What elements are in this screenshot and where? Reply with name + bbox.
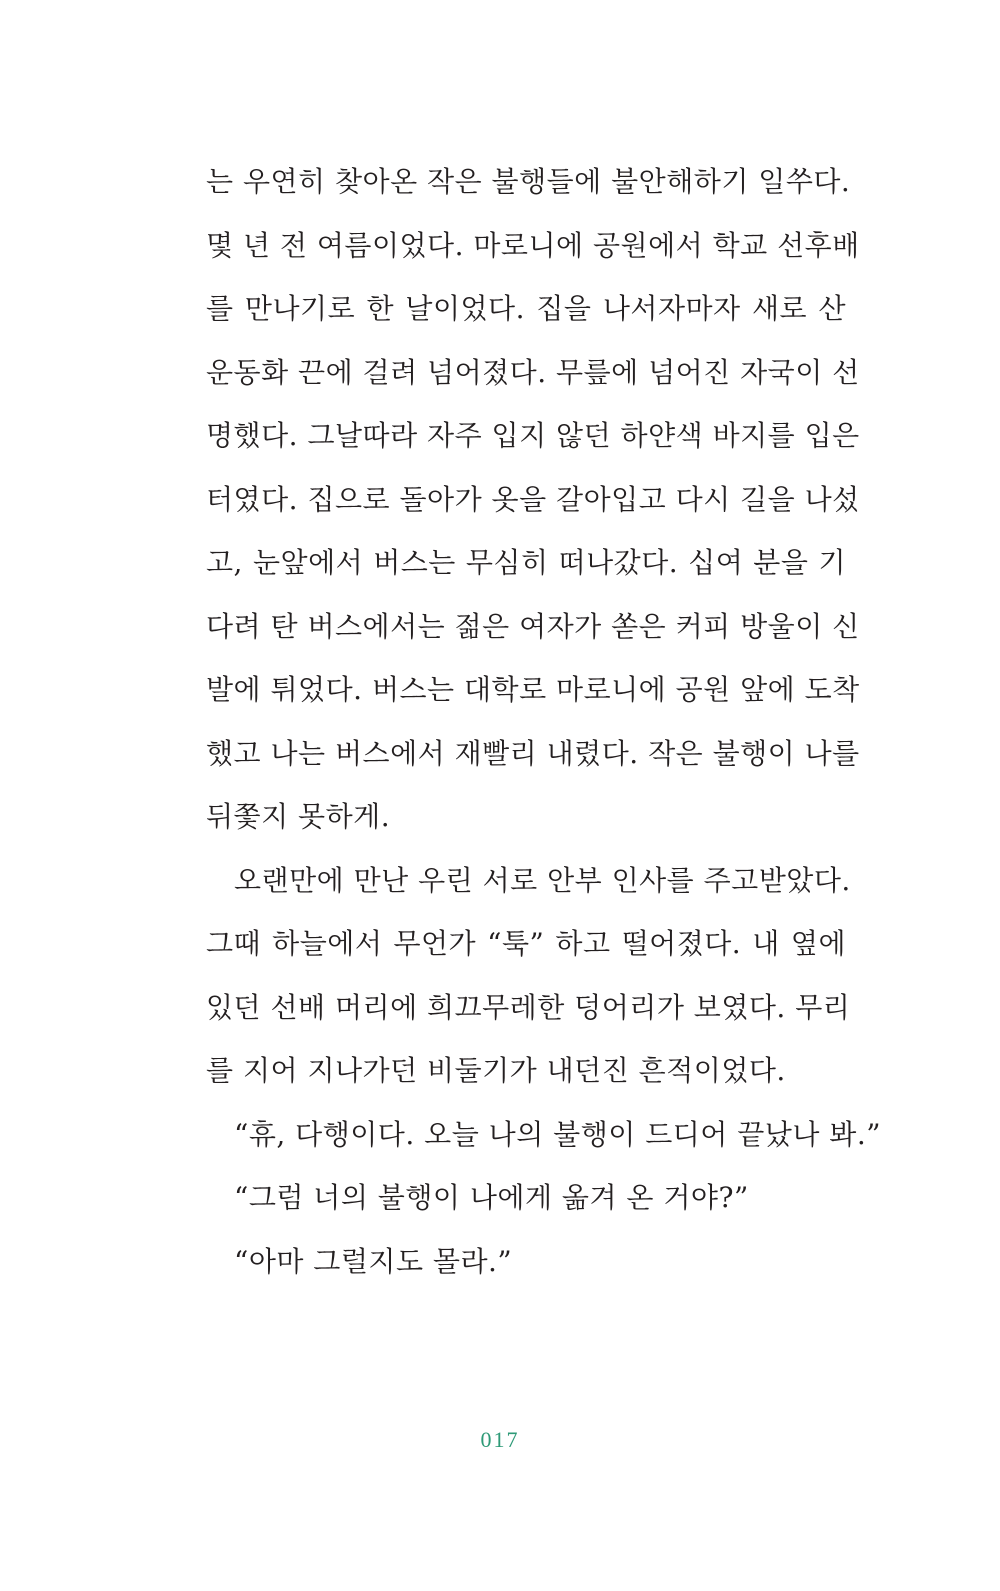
text-line: 를 지어 지나가던 비둘기가 내던진 흔적이었다. <box>206 1054 786 1087</box>
text-line: 다려 탄 버스에서는 젊은 여자가 쏟은 커피 방울이 신 <box>206 609 860 643</box>
dialogue-line: “휴, 다행이다. 오늘 나의 불행이 드디어 끝났나 봐.” <box>234 1117 882 1151</box>
body-text <box>206 150 882 1293</box>
text-line: 그때 하늘에서 무언가 “툭” 하고 떨어졌다. 내 옆에 <box>206 927 846 960</box>
text-line: 터였다. 집으로 돌아가 옷을 갈아입고 다시 길을 나섰 <box>206 482 860 516</box>
text-line: 있던 선배 머리에 희끄무레한 덩어리가 보였다. 무리 <box>206 990 851 1024</box>
text-line: 몇 년 전 여름이었다. 마로니에 공원에서 학교 선후배 <box>206 228 860 262</box>
dialogue-line: “그럼 너의 불행이 나에게 옮겨 온 거야?” <box>234 1181 749 1214</box>
text-line: 는 우연히 찾아온 작은 불행들에 불안해하기 일쑤다. <box>206 165 851 198</box>
text-line: 고, 눈앞에서 버스는 무심히 떠나갔다. 십여 분을 기 <box>206 546 846 579</box>
text-line: 발에 튀었다. 버스는 대학로 마로니에 공원 앞에 도착 <box>206 673 860 706</box>
text-line: 오랜만에 만난 우린 서로 안부 인사를 주고받았다. <box>234 863 851 897</box>
dialogue-line: “아마 그럴지도 몰라.” <box>234 1244 513 1278</box>
text-line: 운동화 끈에 걸려 넘어졌다. 무릎에 넘어진 자국이 선 <box>206 355 860 389</box>
text-line: 명했다. 그날따라 자주 입지 않던 하얀색 바지를 입은 <box>206 419 860 452</box>
text-line: 뒤쫓지 못하게. <box>206 800 391 833</box>
text-line: 했고 나는 버스에서 재빨리 내렸다. 작은 불행이 나를 <box>206 736 860 770</box>
text-line: 를 만나기로 한 날이었다. 집을 나서자마자 새로 산 <box>206 292 846 325</box>
page-number: 017 <box>480 1427 520 1452</box>
